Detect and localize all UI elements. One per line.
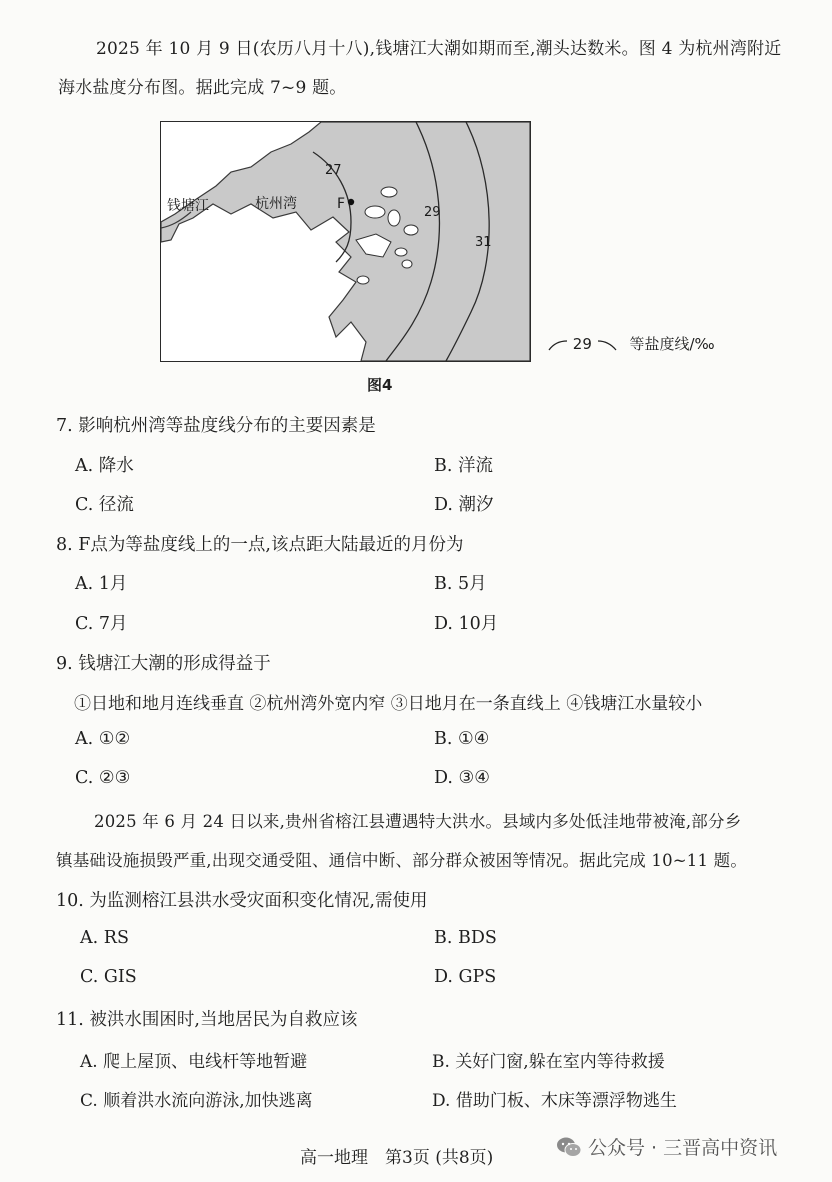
island <box>404 225 418 235</box>
intro2-line-1: 2025 年 6 月 24 日以来,贵州省榕江县遭遇特大洪水。县域内多处低洼地带被淹,部分乡 <box>94 812 742 831</box>
figure-caption: 图4 <box>367 376 393 394</box>
label-bay: 杭州湾 <box>255 196 297 212</box>
q11-option-d[interactable]: D. 借助门板、木床等漂浮物逃生 <box>432 1091 677 1111</box>
question-9-statements: ①日地和地月连线垂直 ②杭州湾外宽内窄 ③日地月在一条直线上 ④钱塘江水量较小 <box>74 694 703 714</box>
q9-option-c[interactable]: C. ②③ <box>75 768 131 788</box>
wechat-icon <box>556 1136 582 1158</box>
watermark-text: 公众号 · 三晋高中资讯 <box>588 1137 778 1159</box>
isoline-legend-icon <box>548 338 568 352</box>
legend-text: 等盐度线/‰ <box>629 335 715 353</box>
q10-option-c[interactable]: C. GIS <box>80 967 137 987</box>
isoline-label: 31 <box>475 235 492 250</box>
q11-option-b[interactable]: B. 关好门窗,躲在室内等待救援 <box>432 1052 665 1072</box>
island <box>381 187 397 197</box>
q9-option-d[interactable]: D. ③④ <box>434 768 490 788</box>
island <box>365 206 385 218</box>
q9-option-a[interactable]: A. ①② <box>75 729 131 749</box>
isoline-label: 27 <box>325 163 342 178</box>
q11-option-c[interactable]: C. 顺着洪水流向游泳,加快逃离 <box>80 1091 313 1111</box>
question-8-stem: 8. F点为等盐度线上的一点,该点距大陆最近的月份为 <box>56 535 464 555</box>
q8-option-d[interactable]: D. 10月 <box>434 614 499 634</box>
label-point-f: F <box>337 196 346 212</box>
q11-option-a[interactable]: A. 爬上屋顶、电线杆等地暂避 <box>80 1052 308 1072</box>
salinity-map <box>160 121 531 362</box>
q10-option-d[interactable]: D. GPS <box>434 967 497 987</box>
q8-option-c[interactable]: C. 7月 <box>75 614 128 634</box>
q7-option-b[interactable]: B. 洋流 <box>434 456 493 476</box>
q7-option-a[interactable]: A. 降水 <box>75 456 134 476</box>
intro-line-1: 2025 年 10 月 9 日(农历八月十八),钱塘江大潮如期而至,潮头达数米。图 4 为杭州湾附近 <box>96 39 782 59</box>
island <box>357 276 369 284</box>
island <box>395 248 407 256</box>
q8-option-a[interactable]: A. 1月 <box>75 574 128 594</box>
isoline-legend-icon <box>597 338 617 352</box>
intro2-line-2: 镇基础设施损毁严重,出现交通受阻、通信中断、部分群众被困等情况。据此完成 10~11 题。 <box>56 851 748 870</box>
question-9-stem: 9. 钱塘江大潮的形成得益于 <box>56 654 271 674</box>
legend-value: 29 <box>572 335 592 353</box>
q10-option-b[interactable]: B. BDS <box>434 928 497 948</box>
q7-option-d[interactable]: D. 潮汐 <box>434 495 494 515</box>
q8-option-b[interactable]: B. 5月 <box>434 574 487 594</box>
q9-option-b[interactable]: B. ①④ <box>434 729 490 749</box>
question-7-stem: 7. 影响杭州湾等盐度线分布的主要因素是 <box>56 416 376 436</box>
page-footer: 高一地理 第3页 (共8页) <box>300 1148 494 1168</box>
island <box>388 210 400 226</box>
isoline-label: 29 <box>424 205 441 220</box>
island <box>402 260 412 268</box>
label-river: 钱塘江 <box>167 198 209 214</box>
salinity-map-svg <box>161 122 530 361</box>
question-11-stem: 11. 被洪水围困时,当地居民为自救应该 <box>56 1010 358 1030</box>
q10-option-a[interactable]: A. RS <box>80 928 129 948</box>
watermark <box>556 1133 777 1160</box>
q7-option-c[interactable]: C. 径流 <box>75 495 134 515</box>
intro-line-2: 海水盐度分布图。据此完成 7~9 题。 <box>58 78 347 98</box>
question-10-stem: 10. 为监测榕江县洪水受灾面积变化情况,需使用 <box>56 891 428 911</box>
point-f-marker <box>348 199 354 205</box>
map-legend <box>548 333 715 354</box>
